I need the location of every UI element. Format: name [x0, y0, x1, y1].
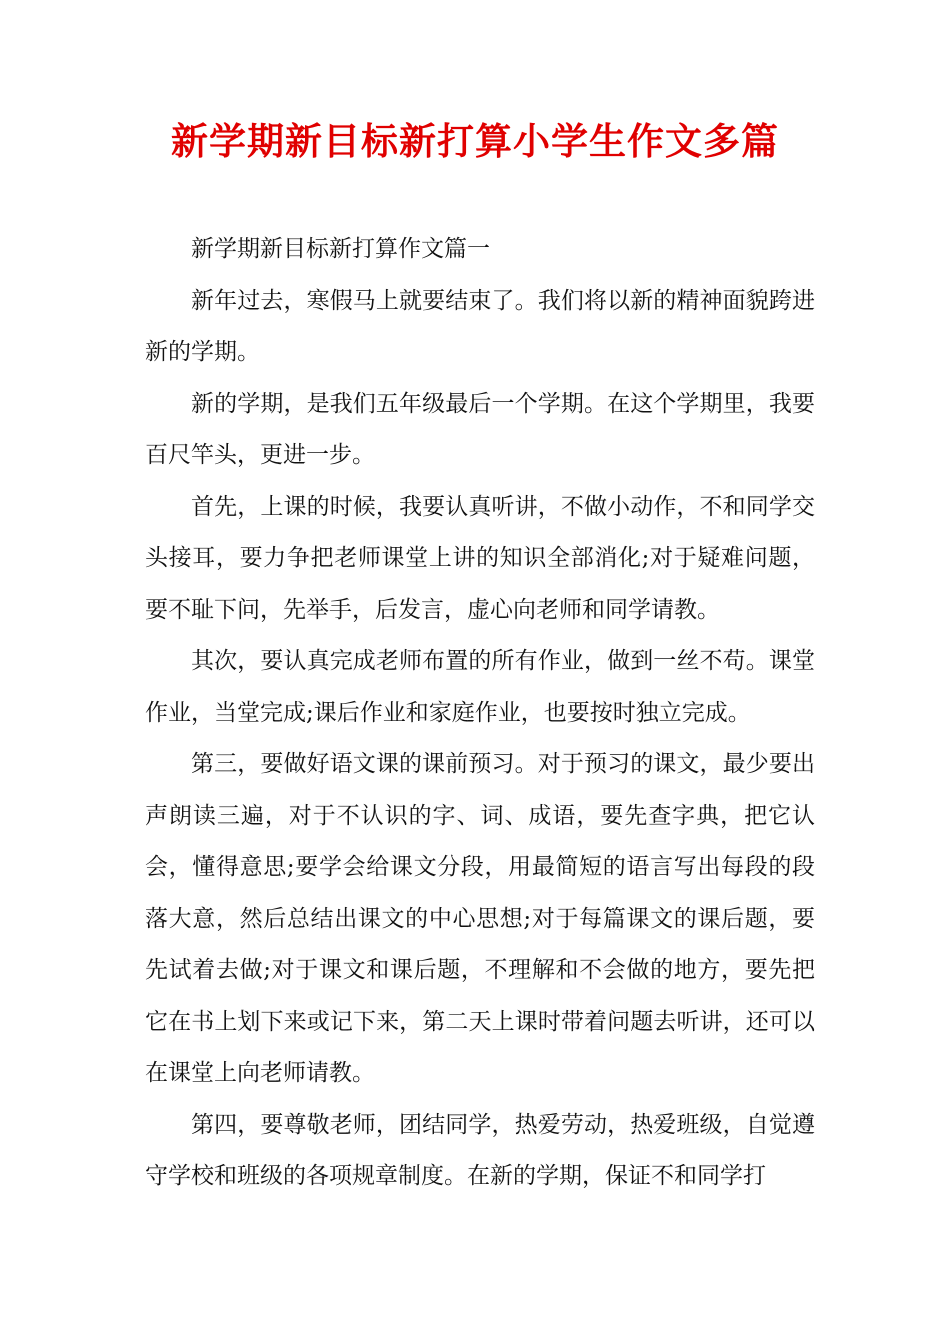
paragraph-2: 新的学期，是我们五年级最后一个学期。在这个学期里，我要百尺竿头，更进一步。 — [145, 390, 815, 468]
document-title: 新学期新目标新打算小学生作文多篇 — [171, 120, 779, 163]
paragraph-3: 首先，上课的时候，我要认真听讲，不做小动作，不和同学交头接耳，要力争把老师课堂上讲的知识全部消化;对于疑难问题，要不耻下问，先举手，后发言，虚心向老师和同学请教。 — [145, 493, 815, 623]
paragraph-4: 其次，要认真完成老师布置的所有作业，做到一丝不苟。课堂作业，当堂完成;课后作业和家庭作业，也要按时独立完成。 — [145, 648, 815, 726]
paragraph-6: 第四，要尊敬老师，团结同学，热爱劳动，热爱班级，自觉遵守学校和班级的各项规章制度。在新的学期，保证不和同学打 — [145, 1111, 815, 1189]
paragraph-5: 第三，要做好语文课的课前预习。对于预习的课文，最少要出声朗读三遍，对于不认识的字、词、成语，要先查字典，把它认会，懂得意思;要学会给课文分段，用最简短的语言写出每段的段落大意，然后总结出课文的中心思想;对于每篇课文的课后题，要先试着去做;对于课文和课后题，不理解和不会做的地方，要先把它在书上划下来或记下来，第二天上课时带着问题去听讲，还可以在课堂上向老师请教。 — [145, 751, 815, 1086]
document-body — [145, 224, 815, 1203]
section-heading: 新学期新目标新打算作文篇一 — [191, 236, 490, 262]
paragraph-1: 新年过去，寒假马上就要结束了。我们将以新的精神面貌跨进新的学期。 — [145, 287, 815, 365]
